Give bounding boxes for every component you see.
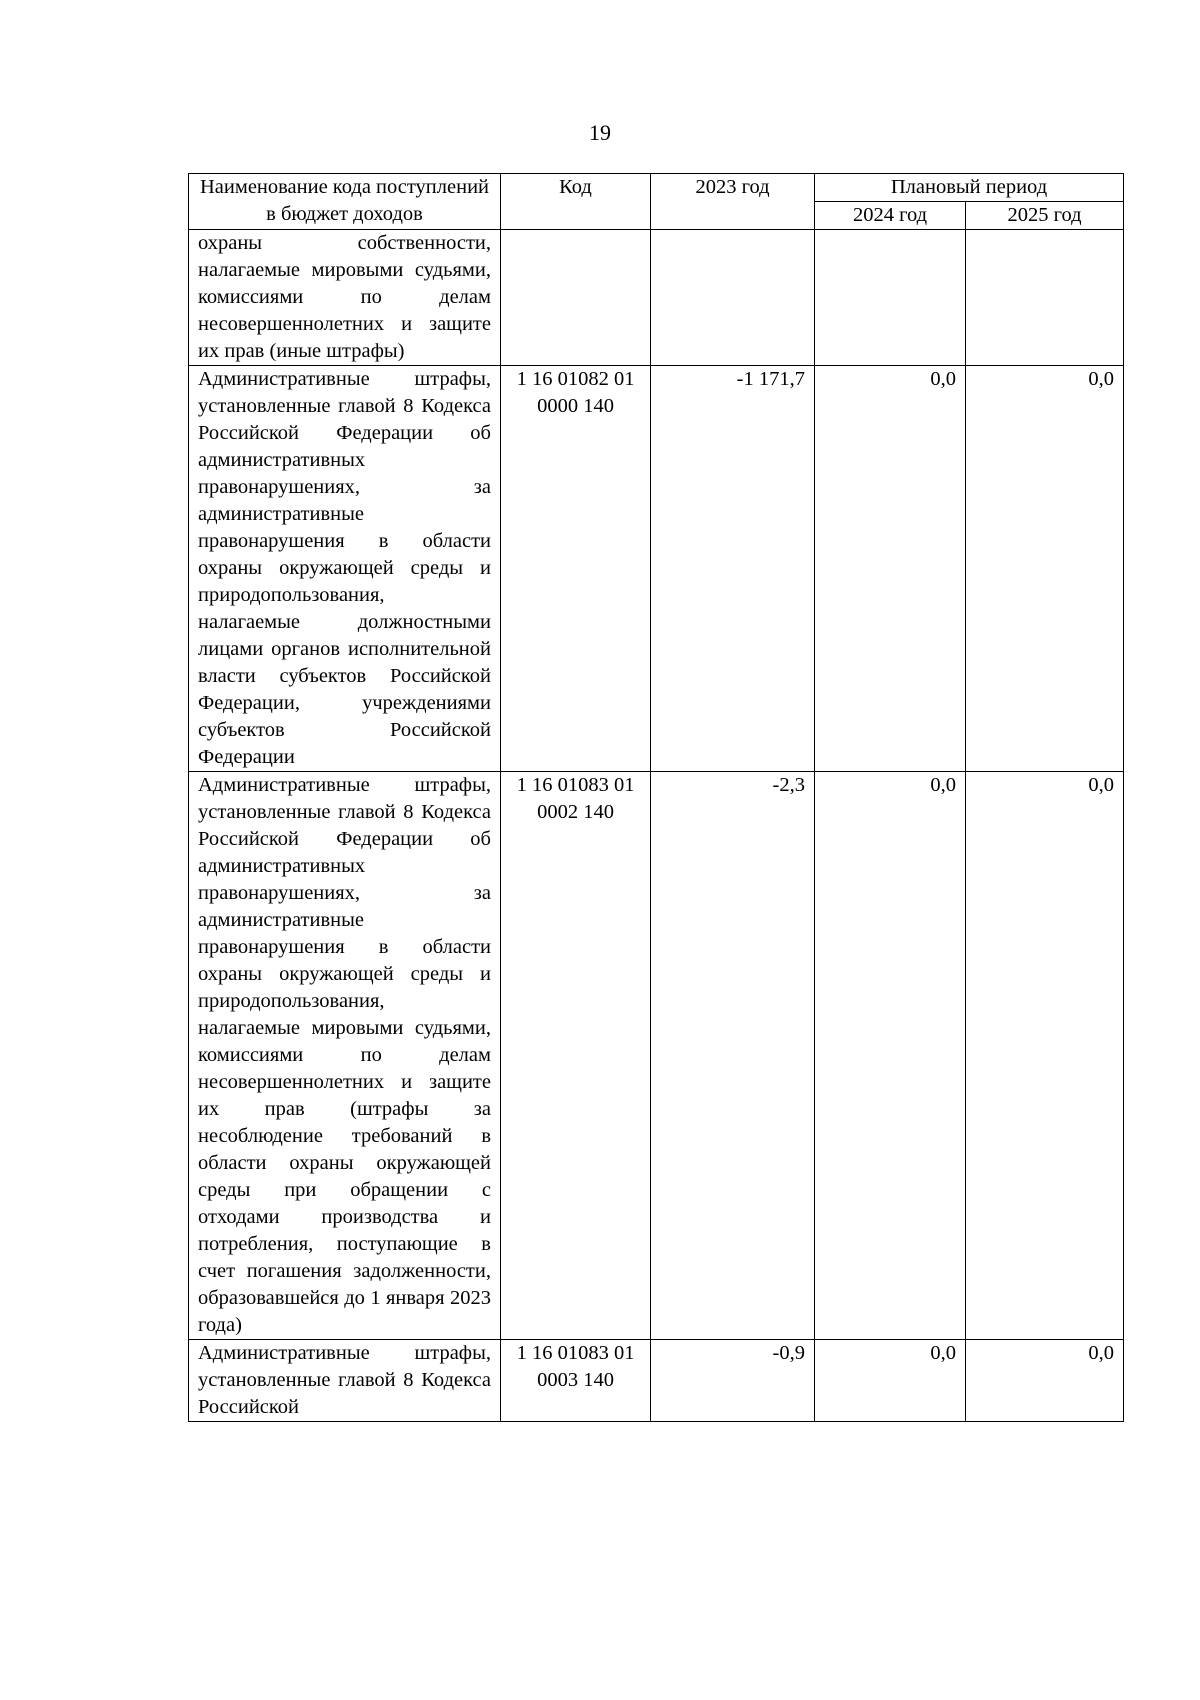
revenue-table	[188, 173, 1124, 1422]
row-value-2024: 0,0	[815, 366, 966, 772]
table-row	[189, 772, 1124, 1340]
row-code: 1 16 01082 01 0000 140	[501, 366, 651, 772]
row-code: 1 16 01083 01 0003 140	[501, 1340, 651, 1422]
row-name: Административные штрафы, установленные главой 8 Кодекса Российской Федерации об административных правонарушениях, за административные правонарушения в области охраны окружающей среды и природопользования, налагаемые мировыми судьями, комиссиями по делам несовершеннолетних и защите их прав (штрафы за несоблюдение требований в области охраны окружающей среды при обращении с отходами производства и потребления, поступающие в счет погашения задолженности, образовавшейся до 1 января 2023 года)	[189, 772, 501, 1340]
row-code	[501, 230, 651, 366]
row-value-2025: 0,0	[966, 772, 1124, 1340]
header-row	[189, 174, 1124, 202]
row-code: 1 16 01083 01 0002 140	[501, 772, 651, 1340]
row-value-2023: -0,9	[651, 1340, 815, 1422]
row-value-2025: 0,0	[966, 1340, 1124, 1422]
header-code: Код	[501, 174, 651, 230]
header-name: Наименование кода поступлений в бюджет доходов	[189, 174, 501, 230]
row-value-2023: -2,3	[651, 772, 815, 1340]
row-value-2025	[966, 230, 1124, 366]
row-value-2024: 0,0	[815, 1340, 966, 1422]
header-year-2025: 2025 год	[966, 202, 1124, 230]
header-year-2023: 2023 год	[651, 174, 815, 230]
row-value-2025: 0,0	[966, 366, 1124, 772]
page-number: 19	[589, 120, 611, 145]
table-row	[189, 366, 1124, 772]
row-value-2023: -1 171,7	[651, 366, 815, 772]
table-row	[189, 1340, 1124, 1422]
row-name: Административные штрафы, установленные главой 8 Кодекса Российской Федерации об административных правонарушениях, за административные правонарушения в области охраны окружающей среды и природопользования, налагаемые должностными лицами органов исполнительной власти субъектов Российской Федерации, учреждениями субъектов Российской Федерации	[189, 366, 501, 772]
table-row	[189, 230, 1124, 366]
row-name: Административные штрафы, установленные главой 8 Кодекса Российской	[189, 1340, 501, 1422]
row-value-2024	[815, 230, 966, 366]
row-name: охраны собственности, налагаемые мировыми судьями, комиссиями по делам несовершеннолетних и защите их прав (иные штрафы)	[189, 230, 501, 366]
row-value-2024: 0,0	[815, 772, 966, 1340]
header-year-2024: 2024 год	[815, 202, 966, 230]
header-planned-period: Плановый период	[815, 174, 1124, 202]
row-value-2023	[651, 230, 815, 366]
